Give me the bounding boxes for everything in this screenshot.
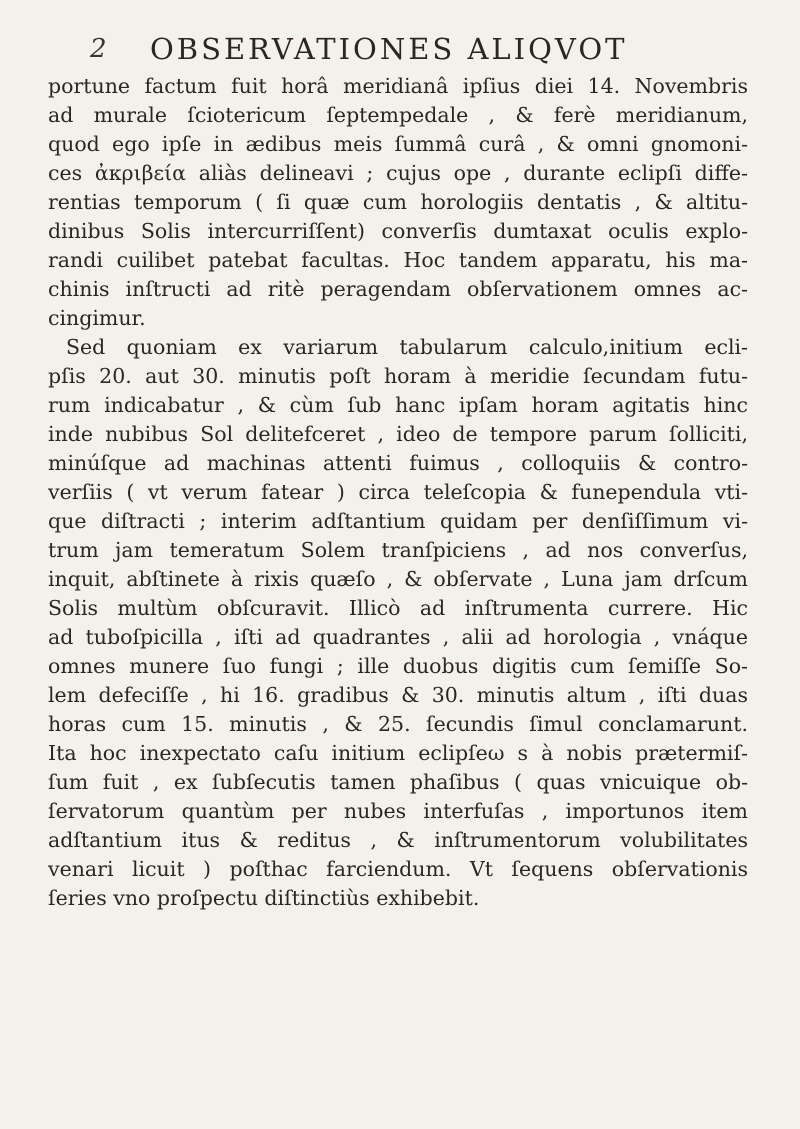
text-line: chinis inſtructi ad ritè peragendam obſervationem omnes ac- [48,277,748,301]
text-line: ſum fuit , ex ſubſecutis tamen phaſibus ( quas vnicuique ob- [48,770,748,794]
running-head: OBSERVATIONES ALIQVOT [150,32,628,66]
text-line: omnes munere ſuo fungi ; ille duobus digitis cum ſemiſſe So- [48,654,748,678]
body-text [48,72,748,913]
text-line: ſervatorum quantùm per nubes interfuſas , importunos item [48,799,748,823]
text-line: lem defeciſſe , hi 16. gradibus & 30. minutis altum , iſti duas [48,683,748,707]
text-line: que diſtracti ; interim adſtantium quidam per denſiſſimum vi- [48,509,748,533]
text-line: Solis multùm obſcuravit. Illicò ad inſtrumenta currere. Hic [48,596,748,620]
text-line: quod ego ipſe in ædibus meis ſummâ curâ , & omni gnomoni- [48,132,748,156]
text-line: minúſque ad machinas attenti fuimus , colloquiis & contro- [48,451,748,475]
text-line: ad murale ſciotericum ſeptempedale , & ferè meridianum, [48,103,748,127]
text-line: trum jam temeratum Solem tranſpiciens , ad nos converſus, [48,538,748,562]
text-line: adſtantium itus & reditus , & inſtrumentorum volubilitates [48,828,748,852]
text-line: ſeries vno proſpectu diſtinctiùs exhibebit. [48,886,480,910]
text-line: cingimur. [48,306,146,330]
text-line: pſis 20. aut 30. minutis poſt horam à meridie ſecundam futu- [48,364,748,388]
text-line: inquit, abſtinete à rixis quæſo , & obſervate , Luna jam drſcum [48,567,748,591]
text-line: Ita hoc inexpectato caſu initium eclipſeω s à nobis prætermiſ- [48,741,748,765]
page-header [90,32,730,72]
text-line: inde nubibus Sol delitefceret , ideo de tempore parum ſolliciti, [48,422,748,446]
text-line: venari licuit ) poſthac farciendum. Vt ſequens obſervationis [48,857,748,881]
text-line: rentias temporum ( ſi quæ cum horologiis dentatis , & altitu- [48,190,748,214]
text-line: portune factum fuit horâ meridianâ ipſius diei 14. Novembris [48,74,748,98]
text-line: dinibus Solis intercurriſſent) converſis dumtaxat oculis explo- [48,219,748,243]
text-line: Sed quoniam ex variarum tabularum calculo,initium ecli- [66,335,748,359]
text-line: ad tuboſpicilla , iſti ad quadrantes , alii ad horologia , vnáque [48,625,748,649]
text-line: rum indicabatur , & cùm ſub hanc ipſam horam agitatis hinc [48,393,748,417]
paragraph-1 [48,72,748,333]
paragraph-2 [48,333,748,913]
text-line: randi cuilibet patebat facultas. Hoc tandem apparatu, his ma- [48,248,748,272]
text-line: ces ἀκριβεία aliàs delineavi ; cujus ope , durante eclipſi diffe- [48,161,748,185]
text-line: verſiis ( vt verum fatear ) circa teleſcopia & funependula vti- [48,480,748,504]
page-number: 2 [90,34,107,64]
text-line: horas cum 15. minutis , & 25. ſecundis ſimul conclamarunt. [48,712,748,736]
